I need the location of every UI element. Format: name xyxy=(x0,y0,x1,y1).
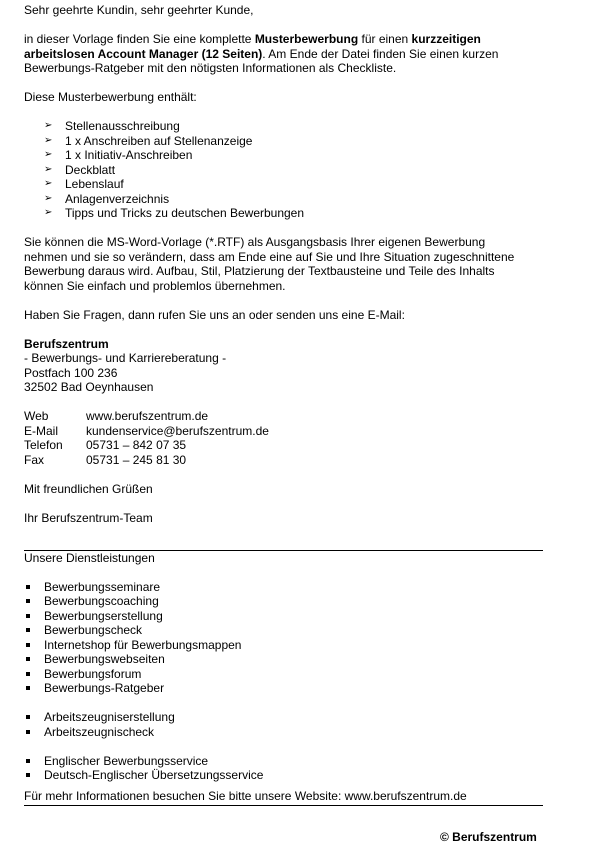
contact-row-fax xyxy=(24,453,544,468)
list-item-label: Bewerbungscoaching xyxy=(44,594,159,608)
list-item-label: Deckblatt xyxy=(65,162,116,177)
square-bullet-icon xyxy=(26,686,30,690)
list-item xyxy=(24,148,544,163)
list-item xyxy=(24,652,544,667)
greeting: Sehr geehrte Kundin, sehr geehrter Kunde, xyxy=(24,3,254,17)
intro-bold: arbeitslosen Account Manager (12 Seiten) xyxy=(24,46,263,61)
list-item-label: Bewerbungserstellung xyxy=(44,608,163,623)
arrow-bullet-icon: ➢ xyxy=(44,120,53,131)
list-item xyxy=(24,710,544,725)
closing: Mit freundlichen Grüßen xyxy=(24,481,153,496)
postbox: Postfach 100 236 xyxy=(24,365,118,380)
copyright-notice: © Berufszentrum xyxy=(440,830,537,844)
square-bullet-icon xyxy=(26,773,30,777)
paragraph-line: nehmen und sie so verändern, dass am Ende eine auf Sie und Ihre Situation zugeschnittene xyxy=(24,249,515,264)
list-item xyxy=(24,594,544,609)
list-item-label: Stellenausschreibung xyxy=(65,119,180,133)
list-item-label: 1 x Anschreiben auf Stellenanzeige xyxy=(65,133,253,148)
contact-label: Telefon xyxy=(24,438,63,452)
website-link[interactable]: www.berufszentrum.de xyxy=(86,409,209,423)
list-item-label: Bewerbungscheck xyxy=(44,623,143,637)
square-bullet-icon xyxy=(26,657,30,661)
list-item-label: Tipps und Tricks zu deutschen Bewerbungen xyxy=(65,206,305,220)
services-heading: Unsere Dienstleistungen xyxy=(24,550,155,565)
list-item-label: Bewerbungs-Ratgeber xyxy=(44,681,165,695)
square-bullet-icon xyxy=(26,585,30,589)
address-block xyxy=(24,337,544,395)
arrow-bullet-icon: ➢ xyxy=(44,178,53,189)
list-item xyxy=(24,725,544,740)
intro-bold: kurzzeitigen xyxy=(411,32,481,46)
contact-label: Fax xyxy=(24,452,45,467)
list-item xyxy=(24,609,544,624)
document-page xyxy=(24,0,544,806)
list-item-label: 1 x Initiativ-Anschreiben xyxy=(65,148,193,162)
intro-text: Bewerbungs-Ratgeber mit den nötigsten Informationen als Checkliste. xyxy=(24,61,397,75)
list-item xyxy=(24,134,544,149)
phone-number: 05731 – 842 07 35 xyxy=(86,438,187,452)
list-item-label: Englischer Bewerbungsservice xyxy=(44,753,209,768)
list-item xyxy=(24,754,544,769)
square-bullet-icon xyxy=(26,643,30,647)
square-bullet-icon xyxy=(26,672,30,676)
square-bullet-icon xyxy=(26,599,30,603)
email-link[interactable]: kundenservice@berufszentrum.de xyxy=(86,423,269,438)
divider xyxy=(24,805,543,806)
list-item-label: Deutsch-Englischer Übersetzungsservice xyxy=(44,768,264,782)
list-item xyxy=(24,119,544,134)
company-name: Berufszentrum xyxy=(24,336,109,351)
square-bullet-icon xyxy=(26,730,30,734)
city: 32502 Bad Oeynhausen xyxy=(24,380,154,394)
signature: Ihr Berufszentrum-Team xyxy=(24,510,153,525)
list-item xyxy=(24,206,544,221)
list-item xyxy=(24,580,544,595)
fax-number: 05731 – 245 81 30 xyxy=(86,452,187,467)
list-item xyxy=(24,768,544,783)
intro-bold: Musterbewerbung xyxy=(254,32,359,46)
services-list-english xyxy=(24,754,544,783)
list-item-label: Anlagenverzeichnis xyxy=(65,191,170,206)
template-paragraph xyxy=(24,235,544,293)
arrow-bullet-icon: ➢ xyxy=(44,207,53,218)
questions-text: Haben Sie Fragen, dann rufen Sie uns an oder senden uns eine E-Mail: xyxy=(24,307,405,322)
list-item xyxy=(24,177,544,192)
list-item xyxy=(24,192,544,207)
arrow-bullet-icon: ➢ xyxy=(44,149,53,160)
arrow-bullet-icon: ➢ xyxy=(44,134,53,146)
intro-paragraph xyxy=(24,32,544,76)
list-item-label: Bewerbungsseminare xyxy=(44,579,161,594)
more-info-text: Für mehr Informationen besuchen Sie bitte unsere Website: www.berufszentrum.de xyxy=(24,788,467,803)
list-item xyxy=(24,638,544,653)
contact-row-phone xyxy=(24,438,544,453)
list-item xyxy=(24,623,544,638)
intro-text: . Am Ende der Datei finden Sie einen kurzen xyxy=(262,46,499,61)
arrow-bullet-icon: ➢ xyxy=(44,192,53,204)
paragraph-line: Bewerbung daraus wird. Aufbau, Stil, Platzierung der Textbausteine und Teile des Inhalts xyxy=(24,264,495,278)
contact-row-web xyxy=(24,409,544,424)
list-item-label: Bewerbungswebseiten xyxy=(44,652,165,666)
contact-label: E-Mail xyxy=(24,423,59,438)
contact-label: Web xyxy=(24,409,49,423)
list-item xyxy=(24,163,544,178)
square-bullet-icon xyxy=(26,715,30,719)
list-item xyxy=(24,681,544,696)
services-list-references xyxy=(24,710,544,739)
list-item-label: Arbeitszeugniserstellung xyxy=(44,710,175,724)
company-tagline: - Bewerbungs- und Karriereberatung - xyxy=(24,351,227,365)
list-item-label: Internetshop für Bewerbungsmappen xyxy=(44,637,242,652)
paragraph-line: Sie können die MS-Word-Vorlage (*.RTF) als Ausgangsbasis Ihrer eigenen Bewerbung xyxy=(24,235,486,249)
contact-row-email xyxy=(24,424,544,439)
intro-text: für einen xyxy=(358,32,412,46)
contains-heading: Diese Musterbewerbung enthält: xyxy=(24,90,197,104)
list-item-label: Lebenslauf xyxy=(65,177,124,191)
square-bullet-icon xyxy=(26,759,30,763)
list-item-label: Bewerbungsforum xyxy=(44,666,142,681)
square-bullet-icon xyxy=(26,614,30,618)
arrow-bullet-icon: ➢ xyxy=(44,163,53,175)
list-item-label: Arbeitszeugnischeck xyxy=(44,724,155,739)
contents-list xyxy=(24,119,544,221)
list-item xyxy=(24,667,544,682)
intro-text: in dieser Vorlage finden Sie eine komplette xyxy=(24,32,255,46)
contact-table xyxy=(24,409,544,467)
square-bullet-icon xyxy=(26,628,30,632)
paragraph-line: können Sie einfach und problemlos übernehmen. xyxy=(24,278,286,293)
services-list-main xyxy=(24,580,544,696)
